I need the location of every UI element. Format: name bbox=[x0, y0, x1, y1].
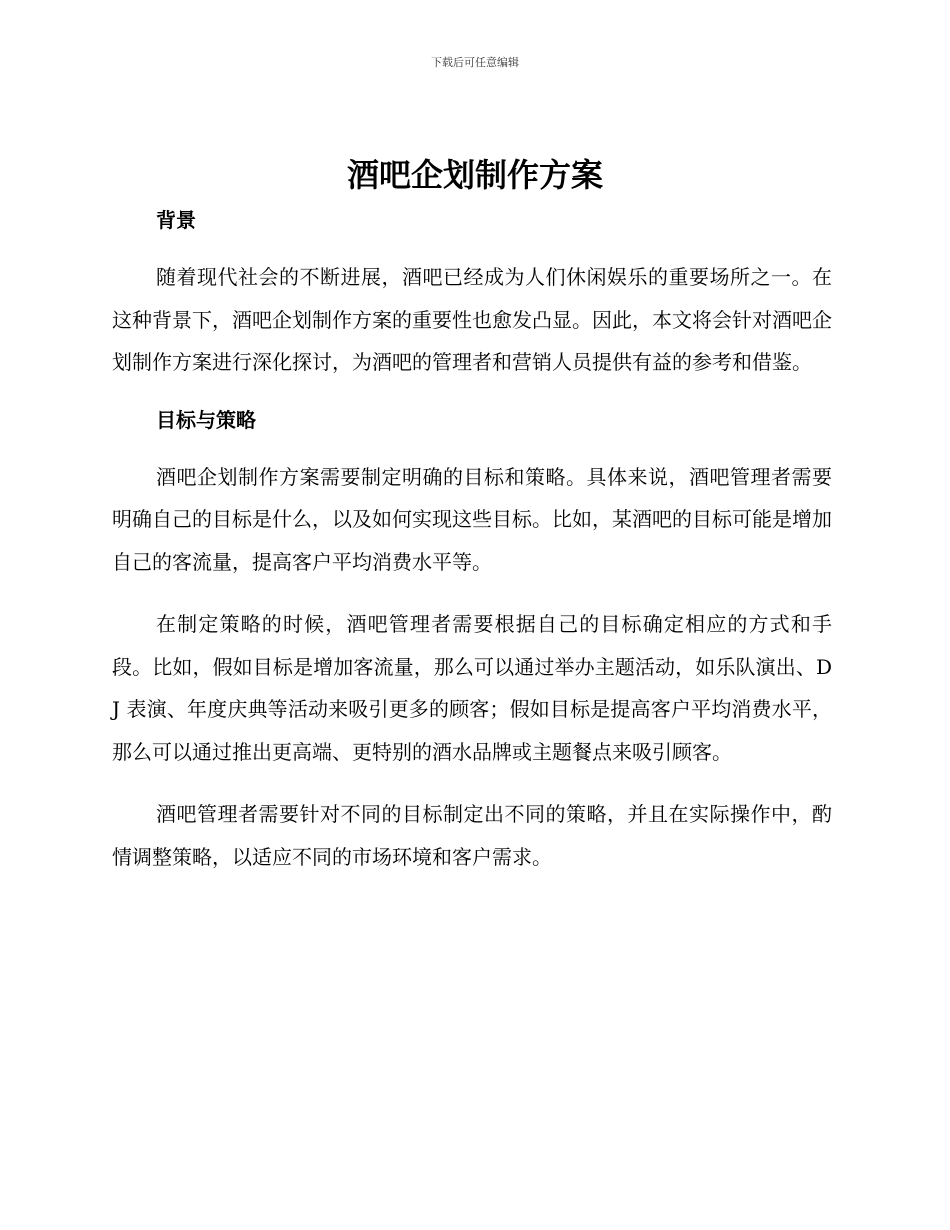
paragraph-background: 随着现代社会的不断进展，酒吧已经成为人们休闲娱乐的重要场所之一。在这种背景下，酒吧企划制作方案的重要性也愈发凸显。因此，本文将会针对酒吧企划制作方案进行深化探讨，为酒吧的管理者和营销人员提供有益的参考和借鉴。 bbox=[112, 265, 832, 374]
section-heading-background: 背景 bbox=[156, 208, 196, 232]
paragraph-strategy-adjustment: 酒吧管理者需要针对不同的目标制定出不同的策略，并且在实际操作中，酌情调整策略，以适应不同的市场环境和客户需求。 bbox=[112, 802, 832, 869]
section-heading-goals-strategy: 目标与策略 bbox=[156, 407, 256, 432]
document-body bbox=[112, 196, 832, 878]
paragraph-goals: 酒吧企划制作方案需要制定明确的目标和策略。具体来说，酒吧管理者需要明确自己的目标是什么，以及如何实现这些目标。比如，某酒吧的目标可能是增加自己的客流量，提高客户平均消费水平等。 bbox=[112, 464, 832, 574]
header-note: 下载后可任意编辑 bbox=[431, 56, 519, 69]
document-title: 酒吧企划制作方案 bbox=[346, 156, 603, 194]
paragraph-strategy-methods: 在制定策略的时候，酒吧管理者需要根据自己的目标确定相应的方式和手段。比如，假如目标是增加客流量，那么可以通过举办主题活动，如乐队演出、DJ 表演、年度庆典等活动来吸引更多的顾客；假如目标是提高客户平均消费水平，那么可以通过推出更高端、更特别的酒水品牌或主题餐点来吸引顾客。 bbox=[112, 612, 832, 764]
